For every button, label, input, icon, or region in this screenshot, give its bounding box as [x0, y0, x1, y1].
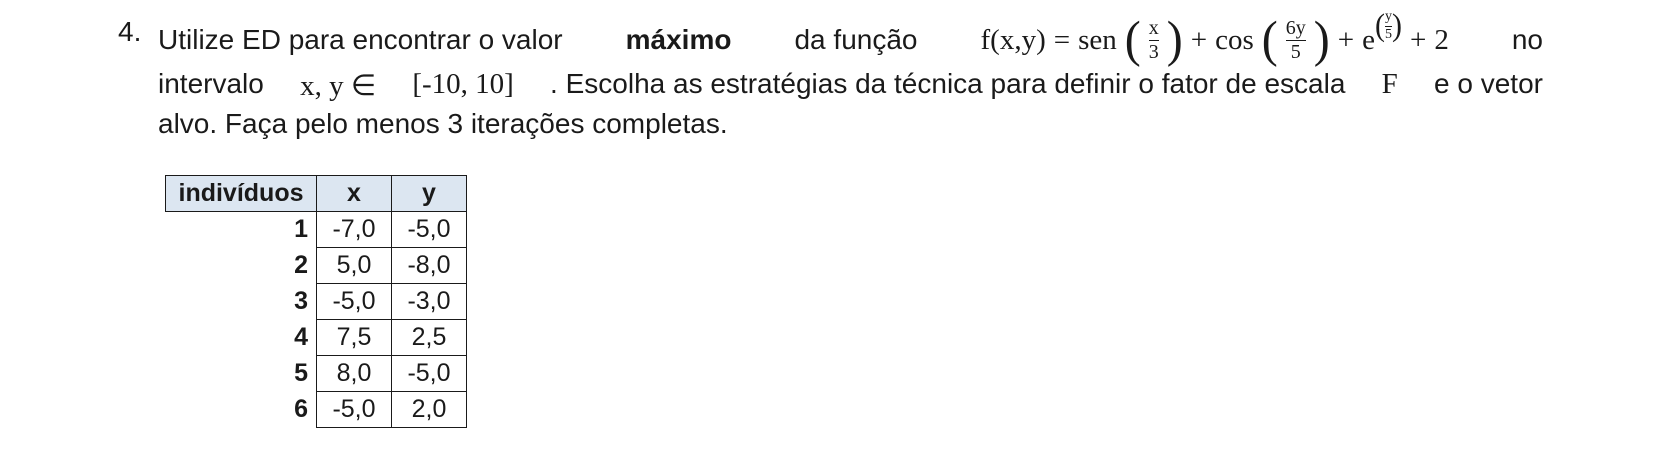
paren-close-icon: )	[1166, 11, 1183, 68]
interval-vars: x, y ∈	[300, 70, 377, 102]
formula-cos: cos	[1215, 23, 1254, 56]
table-row	[166, 320, 467, 356]
row-id: 1	[166, 212, 317, 248]
cell-x: 8,0	[317, 356, 392, 392]
formula-plus-3: +	[1409, 23, 1427, 56]
cell-x: -5,0	[317, 392, 392, 428]
question-line-3: alvo. Faça pelo menos 3 iterações completas.	[158, 108, 728, 139]
interval-range: [-10, 10]	[412, 68, 514, 100]
line1-text-b: da função	[794, 24, 918, 55]
cell-y: -3,0	[392, 284, 467, 320]
frac1-den: 3	[1148, 40, 1159, 63]
formula-plus-2: +	[1337, 23, 1355, 56]
header-y: y	[392, 176, 467, 212]
header-individuals: indivíduos	[166, 176, 317, 212]
row-id: 4	[166, 320, 317, 356]
header-x: x	[317, 176, 392, 212]
fraction-x-over-3	[1149, 18, 1159, 63]
exponent	[1375, 10, 1402, 42]
line1-bold-word: máximo	[625, 24, 732, 55]
cell-y: 2,0	[392, 392, 467, 428]
question-number: 4.	[118, 16, 142, 47]
fraction-6y-over-5	[1286, 18, 1306, 63]
frac2-num: 6y	[1285, 16, 1306, 39]
table-row	[166, 392, 467, 428]
table-header-row	[166, 176, 467, 212]
table-row	[166, 284, 467, 320]
question-line-1	[158, 8, 1543, 68]
question-line-2	[158, 68, 1543, 103]
fraction-y-over-5	[1385, 10, 1392, 42]
line2-text-b: e o vetor	[1434, 68, 1543, 99]
row-id: 5	[166, 356, 317, 392]
frac2-den: 5	[1290, 40, 1301, 63]
row-id: 3	[166, 284, 317, 320]
cell-y: -5,0	[392, 212, 467, 248]
table-row	[166, 212, 467, 248]
cell-x: 5,0	[317, 248, 392, 284]
scale-factor-symbol: F	[1381, 68, 1398, 100]
table-row	[166, 356, 467, 392]
exp-den: 5	[1384, 26, 1392, 42]
formula-const: 2	[1434, 23, 1449, 56]
row-id: 2	[166, 248, 317, 284]
line1-text-a: Utilize ED para encontrar o valor	[158, 24, 563, 55]
formula-plus-1: +	[1190, 23, 1208, 56]
paren-open-icon: (	[1261, 11, 1278, 68]
formula-equals: =	[1053, 23, 1071, 56]
paren-close-icon: )	[1313, 11, 1330, 68]
frac1-num: x	[1148, 16, 1159, 39]
paren-close-icon: )	[1391, 8, 1402, 43]
line2-start: intervalo	[158, 68, 264, 99]
formula-lhs: f(x,y)	[980, 23, 1046, 56]
exp-num: y	[1384, 8, 1392, 24]
paren-open-icon: (	[1124, 11, 1141, 68]
paren-open-icon: (	[1374, 8, 1385, 43]
cell-x: 7,5	[317, 320, 392, 356]
function-formula	[980, 8, 1449, 68]
cell-y: -8,0	[392, 248, 467, 284]
cell-x: -7,0	[317, 212, 392, 248]
formula-e: e	[1362, 23, 1375, 56]
table-row	[166, 248, 467, 284]
line1-end: no	[1511, 24, 1543, 55]
formula-sen: sen	[1078, 23, 1117, 56]
row-id: 6	[166, 392, 317, 428]
cell-y: -5,0	[392, 356, 467, 392]
cell-y: 2,5	[392, 320, 467, 356]
line2-text-a: . Escolha as estratégias da técnica para definir o fator de escala	[550, 68, 1346, 99]
exponential-term	[1362, 8, 1402, 57]
individuals-table	[165, 175, 467, 428]
cell-x: -5,0	[317, 284, 392, 320]
